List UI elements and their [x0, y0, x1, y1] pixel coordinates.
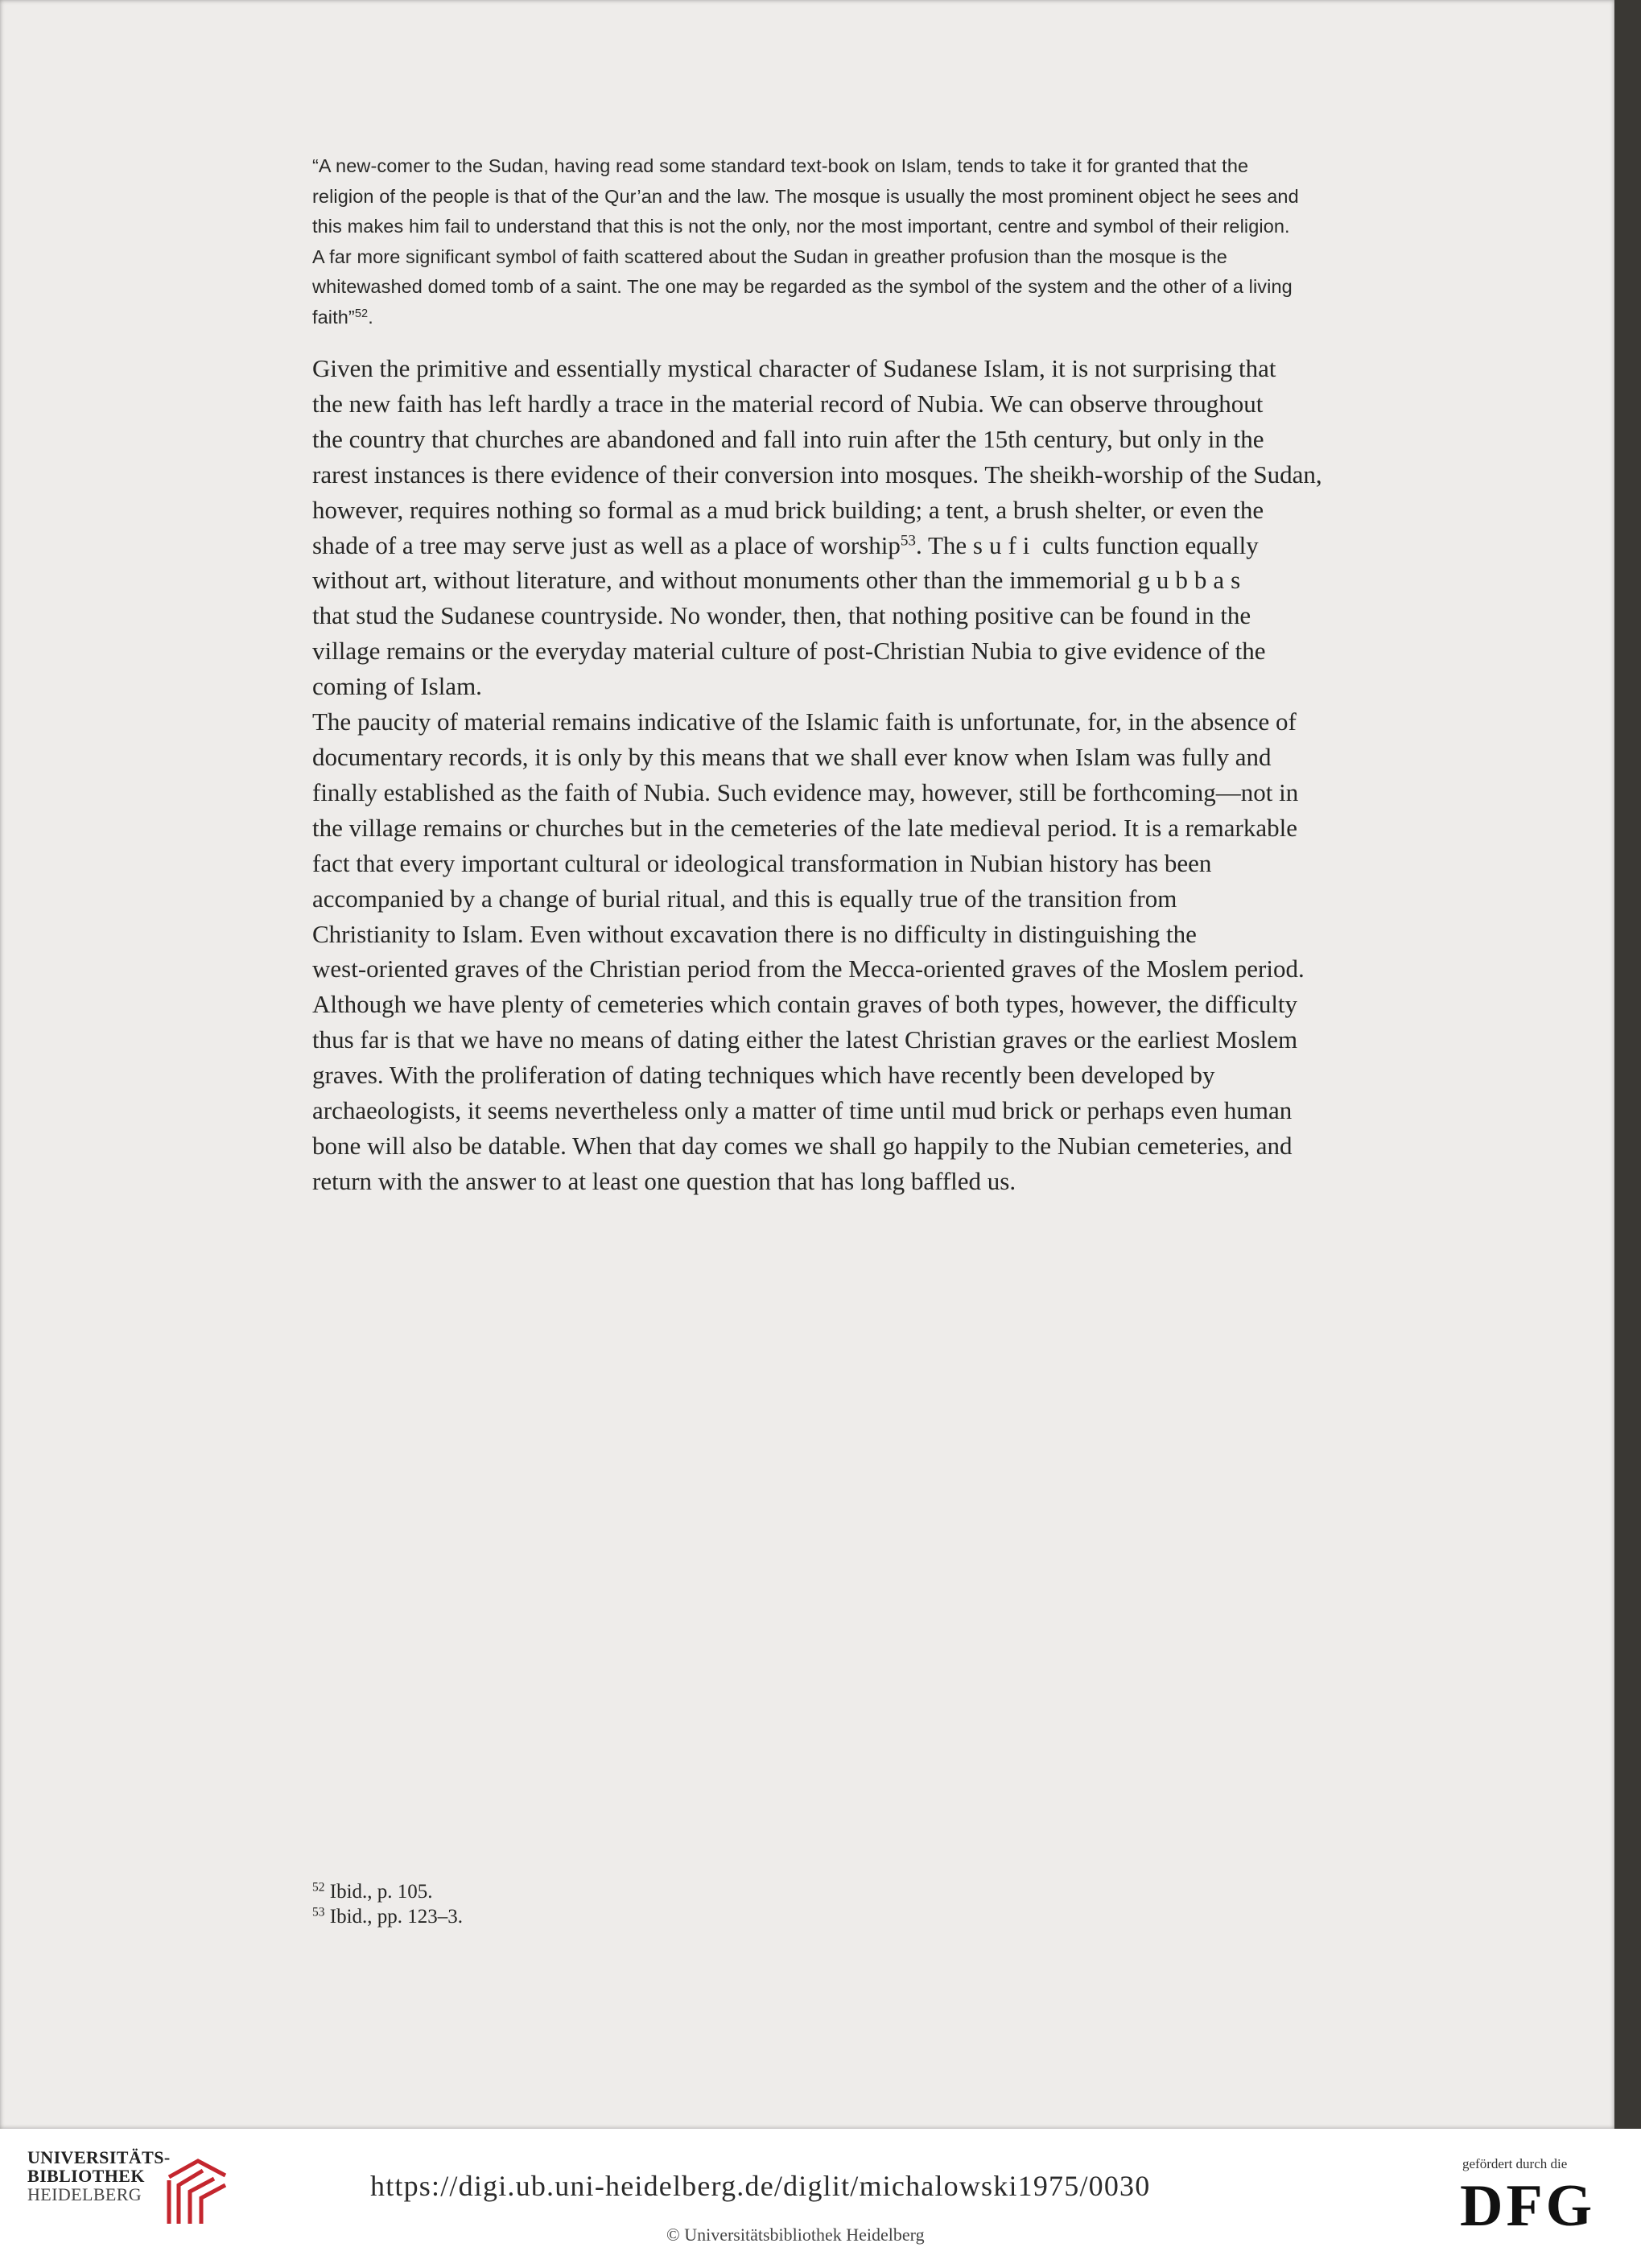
body-line	[312, 563, 1519, 598]
quote-line-last	[312, 303, 1511, 333]
body-line: the new faith has left hardly a trace in the material record of Nubia. We can observe throughout	[312, 389, 1264, 418]
body-line: fact that every important cultural or ideological transformation in Nubian history has been	[312, 848, 1212, 877]
body-line: the village remains or churches but in the cemeteries of the late medieval period. It is a remarkable	[312, 813, 1298, 842]
footnote-text: Ibid., p. 105.	[329, 1881, 433, 1903]
quote-text: faith”	[312, 306, 355, 328]
body-line: Given the primitive and essentially mystical character of Sudanese Islam, it is not surprising that	[312, 354, 1276, 382]
body-line: that stud the Sudanese countryside. No wonder, then, that nothing positive can be found in the	[312, 601, 1251, 630]
body-line: documentary records, it is only by this means that we shall ever know when Islam was fully and	[312, 742, 1272, 771]
body-line: the country that churches are abandoned and fall into ruin after the 15th century, but only in the	[312, 424, 1264, 453]
body-fragment: cults function equally	[1036, 530, 1259, 559]
quote-line: whitewashed domed tomb of a saint. The one may be regarded as the symbol of the system and the other of a living	[312, 276, 1293, 297]
library-name-line: HEIDELBERG	[27, 2184, 142, 2204]
library-logo-icon[interactable]	[166, 2153, 229, 2225]
body-fragment: without art, without literature, and without monuments other than the immemorial	[312, 566, 1138, 595]
block-quote	[312, 151, 1511, 332]
footnote-text: Ibid., pp. 123–3.	[329, 1906, 464, 1928]
footnotes	[312, 1879, 795, 1929]
footnote-number: 52	[312, 1880, 325, 1895]
body-line: The paucity of material remains indicative of the Islamic faith is unfortunate, for, in the absence of	[312, 707, 1297, 736]
body-line: Christianity to Islam. Even without excavation there is no difficulty in distinguishing the	[312, 919, 1197, 948]
body-line: coming of Islam.	[312, 672, 482, 701]
body-line	[312, 528, 1519, 563]
permalink-url[interactable]: https://digi.ub.uni-heidelberg.de/diglit/michalowski1975/0030	[370, 2170, 1151, 2202]
footnote-number: 53	[312, 1905, 325, 1920]
library-name[interactable]	[27, 2148, 171, 2204]
dfg-logo[interactable]: DFG	[1460, 2173, 1596, 2239]
body-line: finally established as the faith of Nubia. Such evidence may, however, still be forthcoming—not in	[312, 777, 1299, 806]
term-gubbas: gubbas	[1137, 566, 1247, 595]
quote-line: “A new-comer to the Sudan, having read some standard text-book on Islam, tends to take it for granted that the	[312, 155, 1249, 176]
body-line: accompanied by a change of burial ritual, and this is equally true of the transition from	[312, 884, 1177, 913]
body-line: return with the answer to at least one question that has long baffled us.	[312, 1166, 1016, 1195]
body-line: graves. With the proliferation of dating techniques which have recently been developed by	[312, 1061, 1215, 1090]
footnote-ref-52[interactable]: 52	[354, 307, 369, 320]
footnote-53	[312, 1904, 795, 1929]
body-line: however, requires nothing so formal as a mud brick building; a tent, a brush shelter, or even the	[312, 495, 1264, 524]
body-fragment: shade of a tree may serve just as well as a place of worship	[312, 530, 901, 559]
quote-end: .	[368, 306, 373, 328]
body-line: Although we have plenty of cemeteries which contain graves of both types, however, the difficulty	[312, 990, 1298, 1019]
library-name-line: UNIVERSITÄTS-	[27, 2147, 171, 2167]
term-sufi: sufi	[972, 530, 1037, 559]
footnote-ref-53[interactable]: 53	[900, 531, 917, 549]
funded-by-label: gefördert durch die	[1462, 2156, 1568, 2171]
footnote-52	[312, 1879, 795, 1904]
body-line: thus far is that we have no means of dating either the latest Christian graves or the earliest Moslem	[312, 1025, 1298, 1054]
body-line: rarest instances is there evidence of their conversion into mosques. The sheikh-worship of the Sudan,	[312, 460, 1322, 489]
quote-line: this makes him fail to understand that this is not the only, nor the most important, centre and symbol of their religion.	[312, 216, 1290, 237]
body-fragment: . The	[916, 530, 973, 559]
body-text	[312, 351, 1519, 1199]
body-line: village remains or the everyday material culture of post-Christian Nubia to give evidence of the	[312, 637, 1266, 666]
quote-line: A far more significant symbol of faith scattered about the Sudan in greather profusion than the mosque is the	[312, 245, 1227, 267]
library-name-line: BIBLIOTHEK	[27, 2166, 145, 2186]
copyright-notice: © Universitätsbibliothek Heidelberg	[666, 2225, 925, 2245]
body-line: bone will also be datable. When that day comes we shall go happily to the Nubian cemeteries, and	[312, 1131, 1293, 1160]
scan-border	[1614, 0, 1641, 2129]
body-line: west-oriented graves of the Christian period from the Mecca-oriented graves of the Moslem period.	[312, 955, 1305, 983]
body-line: archaeologists, it seems nevertheless only a matter of time until mud brick or perhaps even human	[312, 1096, 1293, 1125]
quote-line: religion of the people is that of the Qur’an and the law. The mosque is usually the most prominent object he sees and	[312, 185, 1299, 207]
